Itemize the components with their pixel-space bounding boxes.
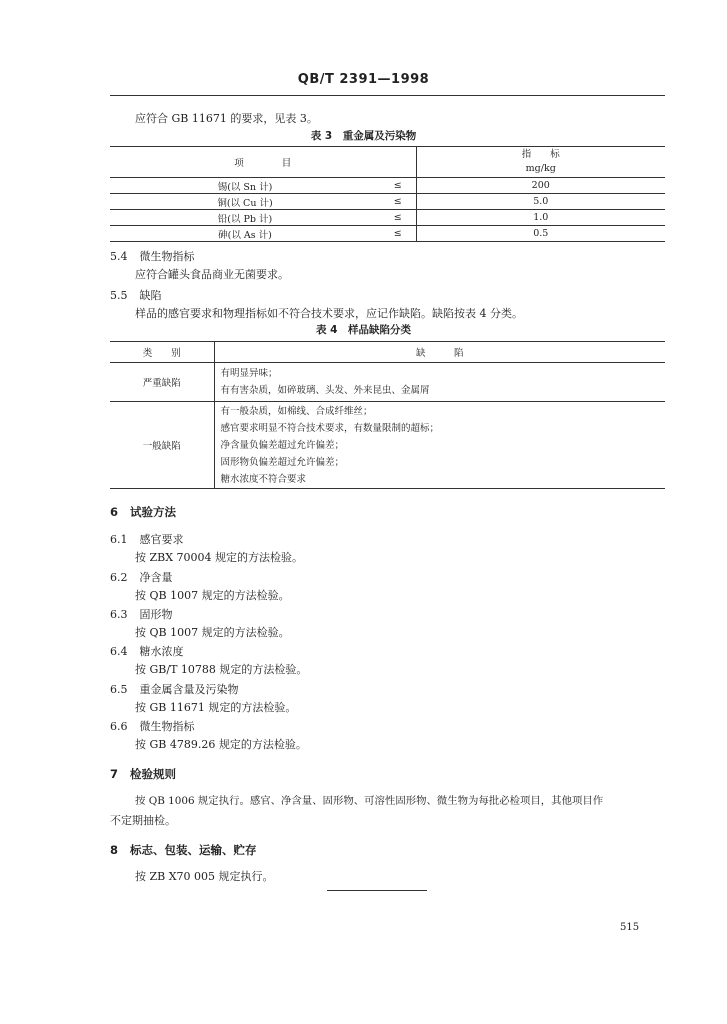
table3-item: 铅(以 Pb 计) bbox=[110, 210, 380, 226]
header-rule bbox=[110, 95, 665, 96]
table3 bbox=[110, 146, 665, 242]
table4-general-label: 一般缺陷 bbox=[110, 402, 214, 489]
table-row bbox=[110, 363, 665, 402]
table3-item: 铜(以 Cu 计) bbox=[110, 194, 380, 210]
section-6-heading bbox=[110, 504, 176, 520]
table4 bbox=[110, 341, 665, 489]
defect-item: 有明显异味； bbox=[220, 368, 278, 379]
section-6-6-heading bbox=[110, 718, 195, 734]
section-title: 试验方法 bbox=[130, 505, 177, 519]
section-number: 6.1 bbox=[110, 533, 128, 546]
table3-value: 0.5 bbox=[416, 226, 665, 242]
defect-item: 感官要求明显不符合技术要求，有数量限制的超标； bbox=[220, 422, 440, 434]
section-number: 7 bbox=[110, 767, 119, 781]
table3-item: 砷(以 As 计) bbox=[110, 226, 380, 242]
table3-head-index bbox=[416, 147, 665, 178]
section-7-text-line2: 不定期抽检。 bbox=[110, 814, 176, 827]
table3-op: ≤ bbox=[380, 194, 416, 210]
table3-caption: 表 3 重金属及污染物 bbox=[310, 130, 417, 142]
table-row bbox=[110, 178, 665, 194]
section-number: 6.2 bbox=[110, 571, 128, 584]
section-title: 感官要求 bbox=[139, 533, 184, 546]
section-6-1-text: 按 ZBX 70004 规定的方法检验。 bbox=[135, 551, 304, 564]
standard-number: QB/T 2391—1998 bbox=[297, 72, 430, 87]
section-6-2-text: 按 QB 1007 规定的方法检验。 bbox=[135, 589, 290, 602]
section-title: 微生物指标 bbox=[139, 720, 195, 733]
table4-caption: 表 4 样品缺陷分类 bbox=[316, 324, 411, 336]
table-row bbox=[110, 402, 665, 489]
section-number: 6.6 bbox=[110, 720, 128, 733]
defect-item: 糖水浓度不符合要求 bbox=[220, 473, 307, 485]
intro-text: 应符合 GB 11671 的要求，见表 3。 bbox=[135, 112, 318, 125]
table3-head-unit: mg/kg bbox=[525, 163, 556, 174]
table3-op: ≤ bbox=[380, 178, 416, 194]
table4-head-category: 类 别 bbox=[110, 342, 214, 363]
table4-head-defect: 缺 陷 bbox=[214, 342, 665, 363]
section-number: 5.4 bbox=[110, 250, 128, 263]
section-number: 8 bbox=[110, 843, 119, 857]
table3-op: ≤ bbox=[380, 210, 416, 226]
section-5-5-text: 样品的感官要求和物理指标如不符合技术要求，应记作缺陷。缺陷按表 4 分类。 bbox=[135, 307, 523, 320]
section-title: 糖水浓度 bbox=[139, 645, 184, 658]
section-8-text: 按 ZB X70 005 规定执行。 bbox=[135, 870, 274, 883]
defect-item: 有有害杂质，如碎玻璃、头发、外来昆虫、金属屑 bbox=[220, 385, 430, 396]
section-6-1-heading bbox=[110, 531, 184, 547]
table3-value: 1.0 bbox=[416, 210, 665, 226]
section-6-4-text: 按 GB/T 10788 规定的方法检验。 bbox=[135, 663, 308, 676]
table3-head-item: 项 目 bbox=[110, 147, 416, 178]
section-6-3-text: 按 QB 1007 规定的方法检验。 bbox=[135, 626, 290, 639]
section-title: 检验规则 bbox=[130, 767, 177, 781]
section-6-3-heading bbox=[110, 606, 173, 622]
section-number: 5.5 bbox=[110, 289, 128, 302]
section-title: 微生物指标 bbox=[139, 250, 195, 263]
section-title: 净含量 bbox=[139, 571, 173, 584]
table-row bbox=[110, 226, 665, 242]
section-title: 固形物 bbox=[139, 608, 173, 621]
section-6-2-heading bbox=[110, 569, 173, 585]
table-row bbox=[110, 194, 665, 210]
defect-item: 净含量负偏差超过允许偏差； bbox=[220, 439, 345, 451]
end-rule bbox=[327, 890, 427, 891]
defect-item: 固形物负偏差超过允许偏差； bbox=[220, 456, 345, 468]
table3-value: 200 bbox=[416, 178, 665, 194]
table3-value: 5.0 bbox=[416, 194, 665, 210]
section-7-text-line1: 按 QB 1006 规定执行。感官、净含量、固形物、可溶性固形物、微生物为每批必检项目，其他项目作 bbox=[135, 795, 604, 807]
section-number: 6.3 bbox=[110, 608, 128, 621]
table-row bbox=[110, 210, 665, 226]
section-6-4-heading bbox=[110, 643, 184, 659]
section-5-4-heading bbox=[110, 248, 195, 264]
section-6-6-text: 按 GB 4789.26 规定的方法检验。 bbox=[135, 738, 307, 751]
table4-serious-items bbox=[214, 363, 665, 402]
section-title: 重金属含量及污染物 bbox=[139, 683, 239, 696]
section-5-5-heading bbox=[110, 287, 162, 303]
section-6-5-text: 按 GB 11671 规定的方法检验。 bbox=[135, 701, 297, 714]
table3-item: 锡(以 Sn 计) bbox=[110, 178, 380, 194]
page-number: 515 bbox=[620, 922, 640, 933]
section-number: 6.5 bbox=[110, 683, 128, 696]
table4-serious-label: 严重缺陷 bbox=[110, 363, 214, 402]
section-number: 6 bbox=[110, 505, 119, 519]
section-5-4-text: 应符合罐头食品商业无菌要求。 bbox=[135, 268, 289, 281]
defect-item: 有一般杂质，如棉线、合成纤维丝； bbox=[220, 405, 373, 417]
section-8-heading bbox=[110, 842, 257, 858]
section-title: 标志、包装、运输、贮存 bbox=[130, 843, 257, 857]
section-7-heading bbox=[110, 766, 176, 782]
section-number: 6.4 bbox=[110, 645, 128, 658]
table3-op: ≤ bbox=[380, 226, 416, 242]
table3-head-index-label: 指 标 bbox=[521, 149, 560, 160]
table4-general-items bbox=[214, 402, 665, 489]
section-title: 缺陷 bbox=[139, 289, 162, 302]
section-6-5-heading bbox=[110, 681, 239, 697]
